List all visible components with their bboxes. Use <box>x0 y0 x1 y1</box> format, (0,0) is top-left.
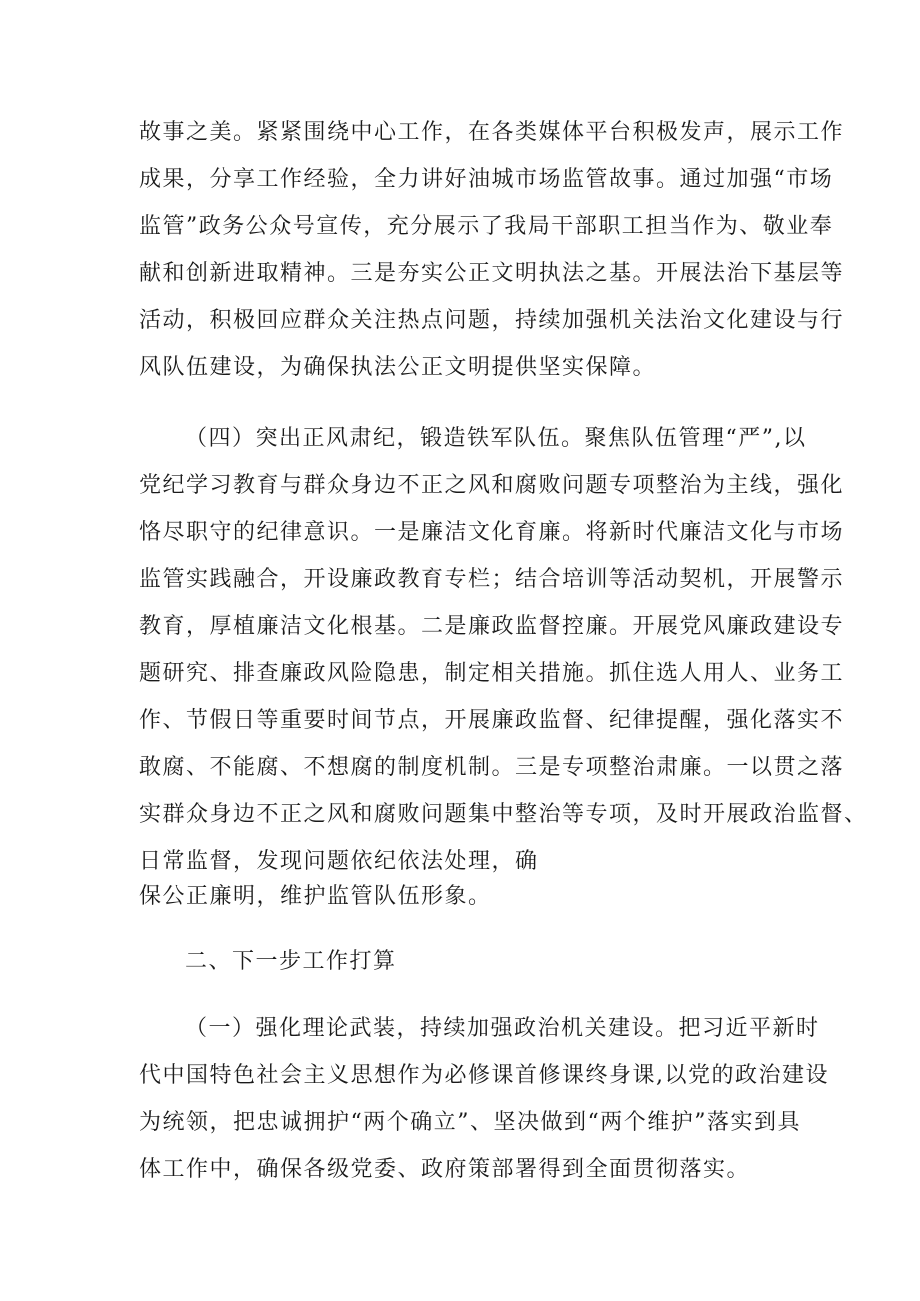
paragraph-line: 作、节假日等重要时间节点，开展廉政监督、纪律提醒，强化落实不 <box>139 708 845 733</box>
paragraph-line: （四）突出正风肃纪，锻造铁军队伍。聚焦队伍管理“严”,以 <box>185 426 807 451</box>
paragraph-line: 风队伍建设，为确保执法公正文明提供坚实保障。 <box>139 355 657 380</box>
paragraph-line: 监管”政务公众号宣传，充分展示了我局干部职工担当作为、敬业奉 <box>139 214 834 239</box>
paragraph-line: 活动，积极回应群众关注热点问题，持续加强机关法治文化建设与行 <box>139 308 845 333</box>
paragraph-line: 题研究、排查廉政风险隐患，制定相关措施。抓住选人用人、业务工 <box>139 661 845 686</box>
paragraph-line: 为统领，把忠诚拥护“两个确立”、坚决做到“两个维护”落实到具 <box>139 1110 801 1135</box>
paragraph-line: 成果，分享工作经验，全力讲好油城市场监管故事。通过加强“市场 <box>139 167 834 192</box>
paragraph-line: 实群众身边不正之风和腐败问题集中整治等专项，及时开展政治监督、 <box>139 802 868 827</box>
paragraph-line: 恪尽职守的纪律意识。一是廉洁文化育廉。将新时代廉洁文化与市场 <box>139 520 845 545</box>
paragraph-line: 故事之美。紧紧围绕中心工作，在各类媒体平台积极发声，展示工作 <box>139 120 845 145</box>
paragraph-line: 日常监督，发现问题依纪依法处理，确 <box>139 849 539 874</box>
paragraph-line: 保公正廉明，维护监管队伍形象。 <box>139 884 492 909</box>
paragraph-line: 党纪学习教育与群众身边不正之风和腐败问题专项整治为主线，强化 <box>139 473 845 498</box>
paragraph-line: 敢腐、不能腐、不想腐的制度机制。三是专项整治肃廉。一以贯之落 <box>139 755 845 780</box>
paragraph-line: 监管实践融合，开设廉政教育专栏；结合培训等活动契机，开展警示 <box>139 567 845 592</box>
paragraph-line: 代中国特色社会主义思想作为必修课首修课终身课,以党的政治建设 <box>139 1063 829 1088</box>
paragraph-line: 献和创新进取精神。三是夯实公正文明执法之基。开展法治下基层等 <box>139 261 845 286</box>
section-heading: 二、下一步工作打算 <box>185 949 397 974</box>
paragraph-line: 体工作中，确保各级党委、政府策部署得到全面贯彻落实。 <box>139 1157 751 1182</box>
paragraph-line: 教育，厚植廉洁文化根基。二是廉政监督控廉。开展党风廉政建设专 <box>139 614 845 639</box>
paragraph-line: （一）强化理论武装，持续加强政治机关建设。把习近平新时 <box>185 1016 820 1041</box>
